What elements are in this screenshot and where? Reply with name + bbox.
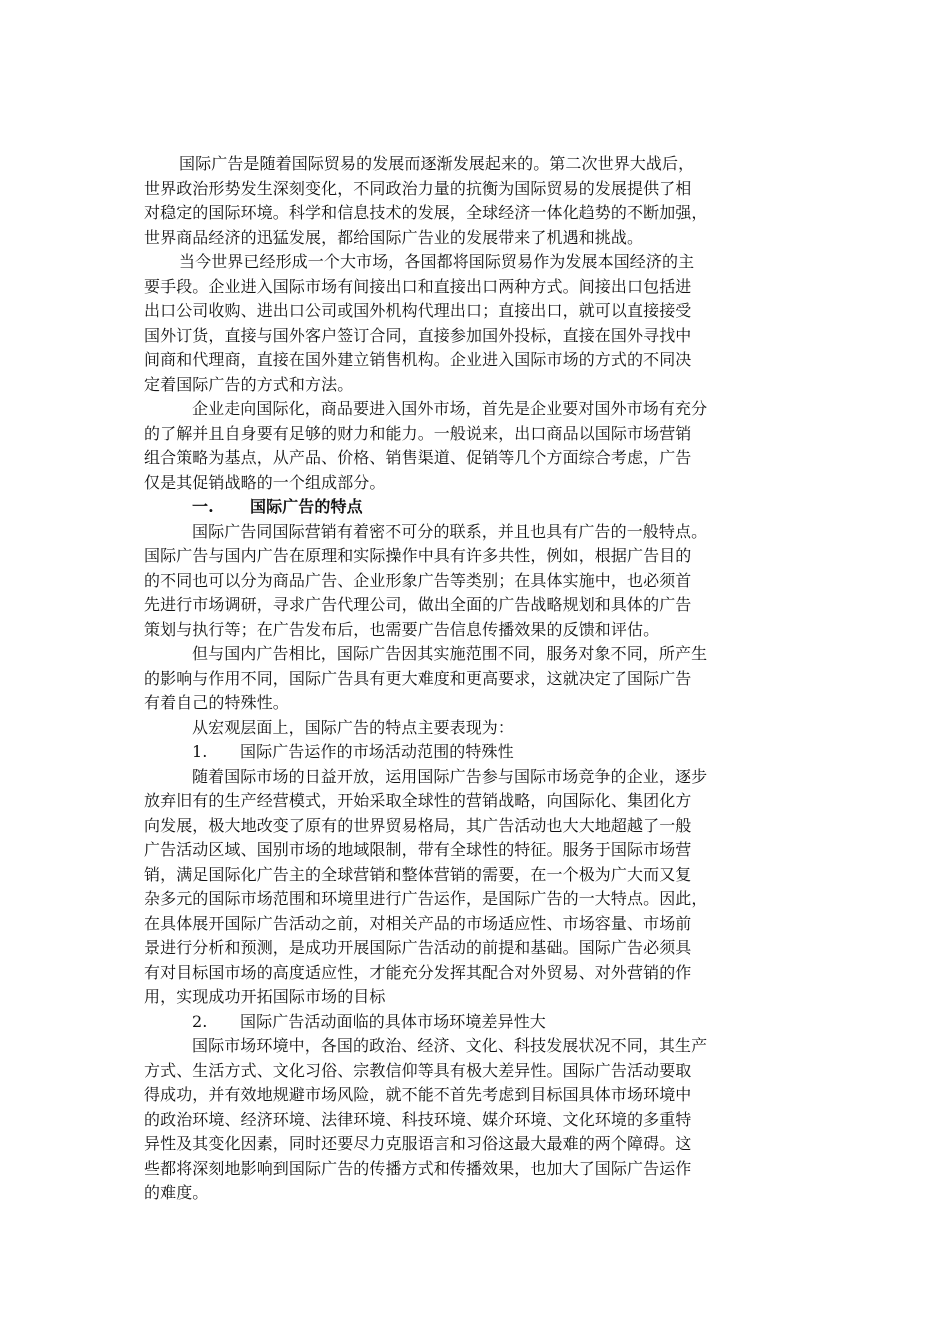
paragraph-line: 随着国际市场的日益开放，运用国际广告参与国际市场竞争的企业，逐步 — [192, 766, 708, 786]
paragraph-line: 的了解并且自身要有足够的财力和能力。一般说来，出口商品以国际市场营销 — [144, 423, 692, 443]
paragraph-line: 仅是其促销战略的一个组成部分。 — [144, 472, 386, 492]
paragraph-line: 得成功，并有效地规避市场风险，就不能不首先考虑到目标国具体市场环境中 — [144, 1085, 692, 1104]
paragraph-line: 的政治环境、经济环境、法律环境、科技环境、媒介环境、文化环境的多重特 — [144, 1109, 692, 1129]
paragraph-line: 景进行分析和预测，是成功开展国际广告活动的前提和基础。国际广告必须具 — [144, 938, 692, 957]
paragraph-line: 的影响与作用不同，国际广告具有更大难度和更高要求，这就决定了国际广告 — [144, 668, 692, 688]
paragraph-line: 有着自己的特殊性。 — [144, 693, 289, 712]
section-heading-number: 一. — [192, 497, 214, 516]
paragraph-line: 在具体展开国际广告活动之前，对相关产品的市场适应性、市场容量、市场前 — [144, 913, 692, 933]
paragraph-line: 对稳定的国际环境。科学和信息技术的发展，全球经济一体化趋势的不断加强， — [144, 203, 708, 222]
subsection-text: 国际广告运作的市场活动范围的特殊性 — [240, 742, 514, 761]
paragraph-line: 当今世界已经形成一个大市场，各国都将国际贸易作为发展本国经济的主 — [179, 252, 695, 271]
paragraph-line: 有对目标国市场的高度适应性，才能充分发挥其配合对外贸易、对外营销的作 — [144, 962, 692, 982]
paragraph-line: 先进行市场调研，寻求广告代理公司，做出全面的广告战略规划和具体的广告 — [144, 595, 692, 614]
paragraph-line: 杂多元的国际市场范围和环境里进行广告运作，是国际广告的一大特点。因此， — [144, 889, 708, 908]
paragraph-line: 向发展，极大地改变了原有的世界贸易格局，其广告活动也大大地超越了一般 — [144, 815, 692, 835]
paragraph-line: 世界商品经济的迅猛发展，都给国际广告业的发展带来了机遇和挑战。 — [144, 227, 644, 247]
paragraph-line: 异性及其变化因素，同时还要尽力克服语言和习俗这最大最难的两个障碍。这 — [144, 1134, 692, 1153]
paragraph-line: 国际广告是随着国际贸易的发展而逐渐发展起来的。第二次世界大战后， — [179, 154, 695, 173]
paragraph-line: 广告活动区域、国别市场的地域限制，带有全球性的特征。服务于国际市场营 — [144, 840, 692, 859]
paragraph-line: 间商和代理商，直接在国外建立销售机构。企业进入国际市场的方式的不同决 — [144, 350, 692, 369]
subsection-text: 国际广告活动面临的具体市场环境差异性大 — [240, 1011, 546, 1031]
paragraph-line: 国外订货，直接与国外客户签订合同，直接参加国外投标，直接在国外寻找中 — [144, 325, 692, 345]
paragraph-line: 要手段。企业进入国际市场有间接出口和直接出口两种方式。间接出口包括进 — [144, 276, 692, 296]
paragraph-line: 国际广告同国际营销有着密不可分的联系，并且也具有广告的一般特点。 — [192, 521, 708, 541]
paragraph-line: 企业走向国际化，商品要进入国外市场，首先是企业要对国外市场有充分 — [192, 399, 708, 418]
paragraph-line: 出口公司收购、进出口公司或国外机构代理出口；直接出口，就可以直接接受 — [144, 301, 692, 320]
section-heading-text: 国际广告的特点 — [250, 497, 363, 516]
paragraph-line: 世界政治形势发生深刻变化，不同政治力量的抗衡为国际贸易的发展提供了相 — [144, 178, 692, 198]
paragraph-line: 国际市场环境中，各国的政治、经济、文化、科技发展状况不同，其生产 — [192, 1036, 708, 1055]
paragraph-line: 组合策略为基点，从产品、价格、销售渠道、促销等几个方面综合考虑，广告 — [144, 448, 692, 467]
subsection-number: 1. — [192, 742, 208, 761]
paragraph-line: 策划与执行等；在广告发布后，也需要广告信息传播效果的反馈和评估。 — [144, 619, 660, 639]
subsection-heading — [144, 740, 816, 765]
paragraph-line: 的难度。 — [144, 1183, 209, 1202]
paragraph-line: 的不同也可以分为商品广告、企业形象广告等类别；在具体实施中，也必须首 — [144, 570, 692, 590]
paragraph-line: 销，满足国际化广告主的全球营销和整体营销的需要，在一个极为广大而又复 — [144, 864, 692, 884]
section-heading — [144, 495, 816, 520]
paragraph-line: 但与国内广告相比，国际广告因其实施范围不同，服务对象不同，所产生 — [192, 644, 708, 663]
subsection-heading — [144, 1010, 816, 1035]
subsection-number: 2. — [192, 1011, 208, 1031]
paragraph-line: 从宏观层面上，国际广告的特点主要表现为： — [192, 717, 515, 737]
paragraph-line: 方式、生活方式、文化习俗、宗教信仰等具有极大差异性。国际广告活动要取 — [144, 1060, 692, 1080]
document-page — [144, 152, 816, 1206]
paragraph-line: 定着国际广告的方式和方法。 — [144, 374, 354, 394]
paragraph-line: 国际广告与国内广告在原理和实际操作中具有许多共性，例如，根据广告目的 — [144, 546, 692, 565]
paragraph-line: 些都将深刻地影响到国际广告的传播方式和传播效果，也加大了国际广告运作 — [144, 1158, 692, 1178]
paragraph-line: 放弃旧有的生产经营模式，开始采取全球性的营销战略，向国际化、集团化方 — [144, 791, 692, 810]
paragraph-line: 用，实现成功开拓国际市场的目标 — [144, 987, 386, 1006]
